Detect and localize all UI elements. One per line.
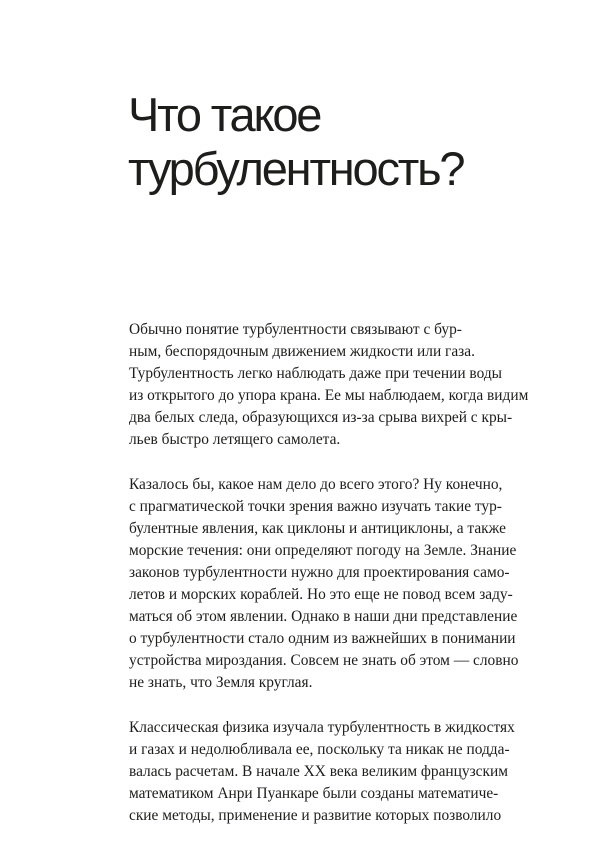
text-line: два белых следа, образующихся из-за срыва вихрей с кры- — [129, 409, 513, 427]
paragraph-2 — [129, 474, 549, 695]
chapter-title — [128, 88, 463, 196]
text-line: о турбулентности стало одним из важнейших в понимании — [129, 630, 516, 648]
text-line: из открытого до упора крана. Ее мы наблюдаем, когда видим — [129, 387, 529, 405]
text-line: и газах и недолюбливала ее, поскольку та никак не подда- — [129, 740, 510, 758]
paragraph-1 — [129, 319, 549, 452]
text-line: с прагматической точки зрения важно изучать такие тур- — [129, 497, 502, 515]
chapter-title-line: Что такое — [128, 88, 321, 141]
text-line: летов и морских кораблей. Но это еще не повод всем заду- — [129, 586, 513, 604]
text-line: ские методы, применение и развитие которых позволило — [129, 806, 502, 824]
text-line: устройства мироздания. Совсем не знать об этом — словно — [129, 652, 519, 670]
text-line: математиком Анри Пуанкаре были созданы математиче- — [129, 784, 499, 802]
body-text — [129, 319, 549, 849]
text-line: маться об этом явлении. Однако в наши дни представление — [129, 608, 518, 626]
paragraph-3 — [129, 717, 549, 827]
text-line: льев быстро летящего самолета. — [129, 431, 341, 449]
text-line: валась расчетам. В начале XX века великим французским — [129, 762, 508, 780]
chapter-title-line: турбулентность? — [128, 142, 464, 195]
text-line: ным, беспорядочным движением жидкости или газа. — [129, 343, 475, 361]
text-line: Казалось бы, какое нам дело до всего этого? Ну конечно, — [129, 475, 503, 493]
text-line: Обычно понятие турбулентности связывают с бур- — [129, 321, 462, 338]
text-line: Классическая физика изучала турбулентность в жидкостях — [129, 718, 515, 736]
text-line: законов турбулентности нужно для проектирования само- — [129, 563, 510, 581]
text-line: не знать, что Земля круглая. — [129, 674, 313, 692]
text-line: Турбулентность легко наблюдать даже при течении воды — [129, 365, 503, 383]
text-line: булентные явления, как циклоны и антициклоны, а также — [129, 519, 506, 537]
text-line: морские течения: они определяют погоду на Земле. Знание — [129, 541, 517, 559]
